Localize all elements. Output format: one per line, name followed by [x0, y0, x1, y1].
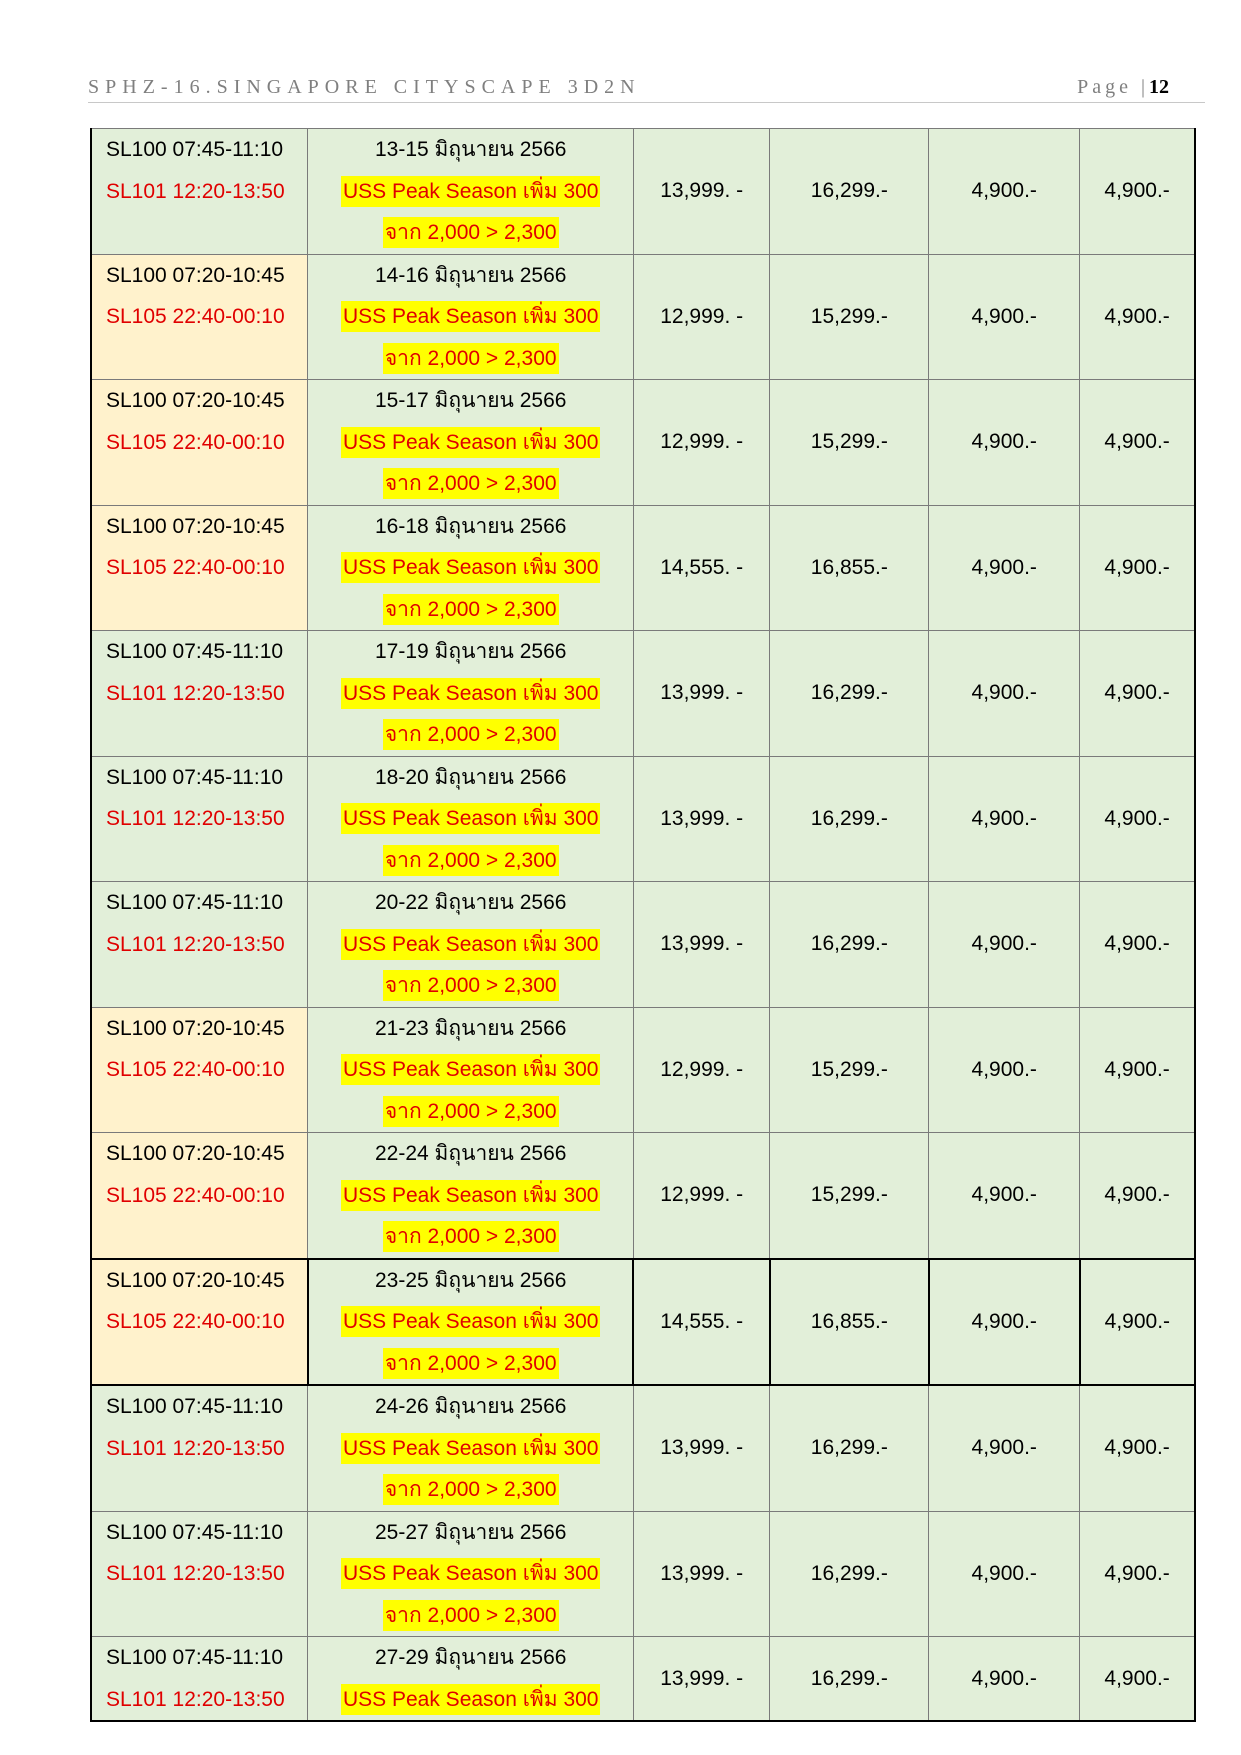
price-adult: 13,999. - [633, 1385, 769, 1511]
date-cell [308, 1511, 633, 1637]
peak-season-change: จาก 2,000 > 2,300 [383, 719, 559, 750]
price-child: 4,900.- [929, 129, 1080, 255]
table-row [91, 1007, 1195, 1133]
flight-spacer [106, 1343, 307, 1385]
table-row [91, 882, 1195, 1008]
price-adult: 12,999. - [633, 1133, 769, 1259]
peak-season-change: จาก 2,000 > 2,300 [383, 468, 559, 499]
return-flight: SL101 12:20-13:50 [106, 1687, 285, 1711]
flight-cell [91, 380, 308, 506]
peak-season-change: จาก 2,000 > 2,300 [383, 1600, 559, 1631]
table-row [91, 254, 1195, 380]
peak-season-note: USS Peak Season เพิ่ม 300 [341, 1306, 601, 1337]
peak-season-note: USS Peak Season เพิ่ม 300 [341, 1054, 601, 1085]
price-child: 4,900.- [929, 631, 1080, 757]
return-flight: SL105 22:40-00:10 [106, 430, 285, 454]
table-row [91, 756, 1195, 882]
flight-cell [91, 1007, 308, 1133]
return-flight: SL101 12:20-13:50 [106, 179, 285, 203]
travel-dates: 23-25 มิถุนายน 2566 [374, 1268, 567, 1292]
price-child: 4,900.- [929, 1511, 1080, 1637]
flight-spacer [106, 840, 307, 882]
price-child: 4,900.- [929, 1007, 1080, 1133]
outbound-flight: SL100 07:20-10:45 [106, 1142, 285, 1165]
price-single: 16,299.- [770, 1637, 929, 1722]
travel-dates: 13-15 มิถุนายน 2566 [374, 138, 567, 161]
peak-season-change: จาก 2,000 > 2,300 [383, 1096, 559, 1127]
flight-cell [91, 1133, 308, 1259]
price-adult: 12,999. - [633, 1007, 769, 1133]
flight-cell [91, 1511, 308, 1637]
document-title: SPHZ-16.SINGAPORE CITYSCAPE 3D2N [88, 76, 641, 98]
return-flight: SL105 22:40-00:10 [106, 556, 285, 579]
outbound-flight: SL100 07:45-11:10 [106, 765, 284, 789]
flight-spacer [106, 714, 307, 756]
price-child: 4,900.- [929, 1259, 1080, 1386]
peak-season-note: USS Peak Season เพิ่ม 300 [341, 678, 601, 709]
date-cell [308, 1385, 633, 1511]
price-infant: 4,900.- [1080, 756, 1195, 882]
price-single: 16,299.- [770, 1385, 929, 1511]
flight-cell [91, 631, 308, 757]
price-child: 4,900.- [929, 756, 1080, 882]
price-adult: 14,555. - [633, 505, 769, 631]
travel-dates: 22-24 มิถุนายน 2566 [374, 1142, 567, 1165]
table-row [91, 1259, 1195, 1386]
flight-cell [91, 1637, 308, 1722]
date-cell [308, 756, 633, 882]
travel-dates: 27-29 มิถุนายน 2566 [374, 1646, 567, 1669]
page-label: Page | [1077, 76, 1149, 98]
travel-dates: 24-26 มิถุนายน 2566 [374, 1395, 567, 1418]
date-cell [308, 505, 633, 631]
return-flight: SL105 22:40-00:10 [106, 1183, 285, 1207]
peak-season-change: จาก 2,000 > 2,300 [383, 1474, 559, 1505]
flight-spacer [106, 1091, 307, 1133]
outbound-flight: SL100 07:20-10:45 [106, 1268, 285, 1292]
price-single: 16,299.- [770, 882, 929, 1008]
table-row [91, 505, 1195, 631]
price-infant: 4,900.- [1080, 505, 1195, 631]
price-single: 16,299.- [770, 631, 929, 757]
peak-season-change: จาก 2,000 > 2,300 [383, 343, 559, 374]
peak-season-change: จาก 2,000 > 2,300 [383, 1221, 559, 1252]
price-infant: 4,900.- [1080, 1511, 1195, 1637]
flight-spacer [106, 1595, 307, 1637]
price-child: 4,900.- [929, 254, 1080, 380]
price-single: 15,299.- [770, 1133, 929, 1259]
peak-season-note: USS Peak Season เพิ่ม 300 [341, 1180, 601, 1211]
flight-cell [91, 1259, 308, 1386]
travel-dates: 18-20 มิถุนายน 2566 [374, 765, 567, 789]
price-infant: 4,900.- [1080, 1133, 1195, 1259]
table-row [91, 1133, 1195, 1259]
peak-season-note: USS Peak Season เพิ่ม 300 [341, 301, 601, 332]
price-child: 4,900.- [929, 1385, 1080, 1511]
table-row [91, 631, 1195, 757]
return-flight: SL105 22:40-00:10 [106, 1058, 285, 1081]
price-adult: 13,999. - [633, 631, 769, 757]
price-adult: 14,555. - [633, 1259, 769, 1386]
price-single: 16,299.- [770, 129, 929, 255]
travel-dates: 17-19 มิถุนายน 2566 [374, 640, 567, 663]
flight-spacer [106, 338, 307, 380]
price-infant: 4,900.- [1080, 380, 1195, 506]
price-infant: 4,900.- [1080, 882, 1195, 1008]
price-single: 16,299.- [770, 1511, 929, 1637]
table-row [91, 380, 1195, 506]
peak-season-change: จาก 2,000 > 2,300 [383, 970, 559, 1001]
table-row [91, 1637, 1195, 1722]
page-header [88, 74, 1205, 103]
peak-season-change: จาก 2,000 > 2,300 [383, 845, 559, 876]
return-flight: SL101 12:20-13:50 [106, 807, 285, 830]
peak-season-note: USS Peak Season เพิ่ม 300 [341, 176, 601, 207]
date-cell [308, 380, 633, 506]
peak-season-note: USS Peak Season เพิ่ม 300 [341, 1433, 601, 1464]
price-adult: 13,999. - [633, 882, 769, 1008]
peak-season-note: USS Peak Season เพิ่ม 300 [341, 929, 601, 960]
flight-spacer [106, 965, 307, 1007]
peak-season-change: จาก 2,000 > 2,300 [383, 594, 559, 625]
flight-cell [91, 882, 308, 1008]
price-adult: 13,999. - [633, 756, 769, 882]
outbound-flight: SL100 07:45-11:10 [106, 1395, 284, 1418]
table-row [91, 129, 1195, 255]
return-flight: SL101 12:20-13:50 [106, 1562, 285, 1585]
return-flight: SL105 22:40-00:10 [106, 305, 285, 328]
date-cell [308, 1007, 633, 1133]
outbound-flight: SL100 07:45-11:10 [106, 1646, 284, 1669]
peak-season-change: จาก 2,000 > 2,300 [383, 217, 559, 248]
price-adult: 12,999. - [633, 380, 769, 506]
page-number: 12 [1149, 76, 1169, 98]
flight-cell [91, 129, 308, 255]
table-row [91, 1385, 1195, 1511]
date-cell [308, 1133, 633, 1259]
price-child: 4,900.- [929, 505, 1080, 631]
flight-cell [91, 505, 308, 631]
price-single: 16,855.- [770, 1259, 929, 1386]
travel-dates: 20-22 มิถุนายน 2566 [374, 891, 567, 914]
travel-dates: 25-27 มิถุนายน 2566 [374, 1520, 567, 1544]
page-indicator [1077, 76, 1169, 99]
price-single: 15,299.- [770, 1007, 929, 1133]
date-cell [308, 882, 633, 1008]
return-flight: SL105 22:40-00:10 [106, 1310, 285, 1333]
travel-dates: 15-17 มิถุนายน 2566 [374, 389, 567, 412]
flight-cell [91, 1385, 308, 1511]
date-cell [308, 129, 633, 255]
price-infant: 4,900.- [1080, 1385, 1195, 1511]
outbound-flight: SL100 07:20-10:45 [106, 263, 285, 287]
travel-dates: 16-18 มิถุนายน 2566 [374, 514, 567, 538]
outbound-flight: SL100 07:45-11:10 [106, 1520, 284, 1544]
price-child: 4,900.- [929, 380, 1080, 506]
price-infant: 4,900.- [1080, 254, 1195, 380]
flight-spacer [106, 589, 307, 631]
outbound-flight: SL100 07:20-10:45 [106, 389, 285, 412]
price-single: 15,299.- [770, 380, 929, 506]
price-adult: 12,999. - [633, 254, 769, 380]
price-infant: 4,900.- [1080, 1007, 1195, 1133]
price-infant: 4,900.- [1080, 1637, 1195, 1722]
price-child: 4,900.- [929, 1637, 1080, 1722]
date-cell [308, 1259, 633, 1386]
return-flight: SL101 12:20-13:50 [106, 932, 285, 956]
outbound-flight: SL100 07:20-10:45 [106, 1016, 285, 1040]
return-flight: SL101 12:20-13:50 [106, 1436, 285, 1460]
date-cell [308, 254, 633, 380]
flight-spacer [106, 212, 307, 254]
outbound-flight: SL100 07:20-10:45 [106, 514, 285, 538]
price-infant: 4,900.- [1080, 631, 1195, 757]
peak-season-note: USS Peak Season เพิ่ม 300 [341, 1558, 601, 1589]
price-infant: 4,900.- [1080, 129, 1195, 255]
flight-spacer [106, 1216, 307, 1258]
peak-season-note: USS Peak Season เพิ่ม 300 [341, 552, 601, 583]
price-single: 15,299.- [770, 254, 929, 380]
travel-dates: 14-16 มิถุนายน 2566 [374, 263, 567, 287]
price-infant: 4,900.- [1080, 1259, 1195, 1386]
table-row [91, 1511, 1195, 1637]
flight-spacer [106, 1469, 307, 1511]
price-adult: 13,999. - [633, 1637, 769, 1722]
price-single: 16,855.- [770, 505, 929, 631]
flight-cell [91, 254, 308, 380]
travel-dates: 21-23 มิถุนายน 2566 [374, 1016, 567, 1040]
peak-season-note: USS Peak Season เพิ่ม 300 [341, 803, 601, 834]
price-child: 4,900.- [929, 882, 1080, 1008]
return-flight: SL101 12:20-13:50 [106, 681, 285, 705]
outbound-flight: SL100 07:45-11:10 [106, 640, 284, 663]
price-adult: 13,999. - [633, 1511, 769, 1637]
price-child: 4,900.- [929, 1133, 1080, 1259]
outbound-flight: SL100 07:45-11:10 [106, 891, 284, 914]
price-single: 16,299.- [770, 756, 929, 882]
flight-cell [91, 756, 308, 882]
peak-season-note: USS Peak Season เพิ่ม 300 [341, 427, 601, 458]
peak-season-change: จาก 2,000 > 2,300 [383, 1348, 559, 1379]
flight-spacer [106, 463, 307, 505]
outbound-flight: SL100 07:45-11:10 [106, 138, 284, 161]
date-cell [308, 631, 633, 757]
table-body [91, 129, 1195, 1722]
peak-season-note: USS Peak Season เพิ่ม 300 [341, 1684, 601, 1715]
price-adult: 13,999. - [633, 129, 769, 255]
date-cell [308, 1637, 633, 1722]
price-table [90, 128, 1196, 1722]
